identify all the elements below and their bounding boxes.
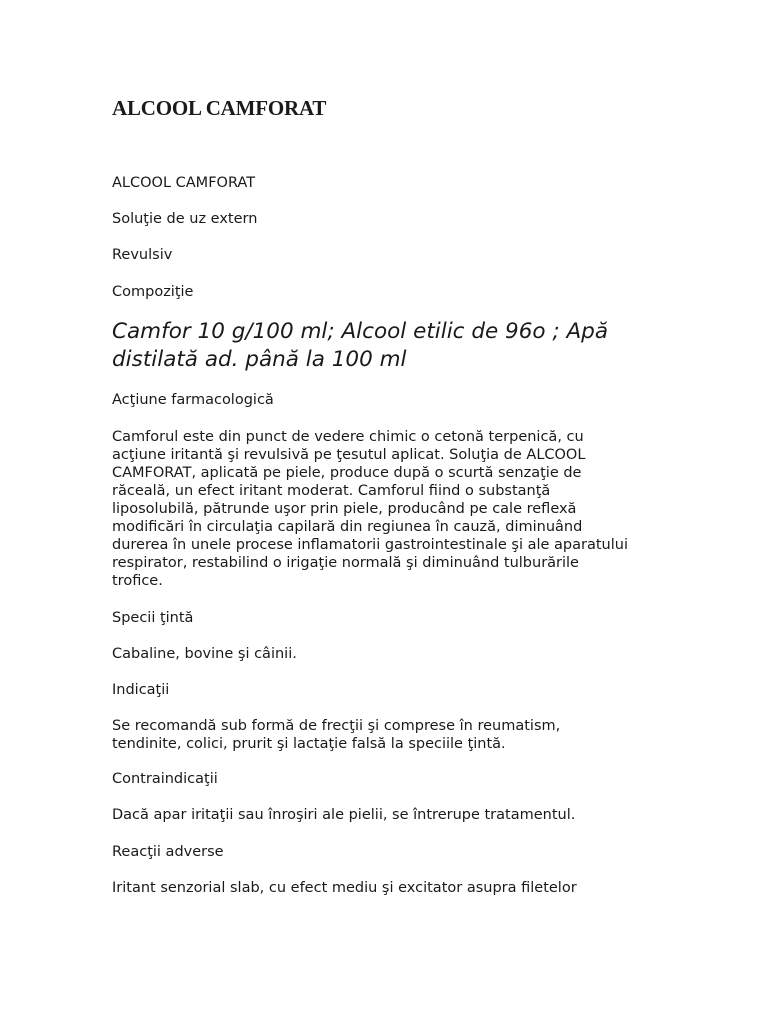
action-line: liposolubilă, pătrunde uşor prin piele, producând pe cale reflexă (112, 501, 577, 517)
target-species-text: Cabaline, bovine şi câinii. (112, 646, 297, 662)
action-line: răceală, un efect iritant moderat. Camforul fiind o substanţă (112, 483, 551, 499)
action-line: acţiune iritantă şi revulsivă pe ţesutul aplicat. Soluţia de ALCOOL (112, 447, 586, 463)
indications-paragraph (112, 717, 672, 753)
action-heading: Acţiune farmacologică (112, 392, 274, 408)
action-line: durerea în unele procese inflamatorii gastrointestinale şi ale aparatului (112, 537, 628, 553)
target-species-heading: Specii ţintă (112, 610, 194, 626)
action-line: Camforul este din punct de vedere chimic o cetonă terpenică, cu (112, 429, 584, 445)
product-form: Soluţie de uz extern (112, 211, 258, 227)
product-class: Revulsiv (112, 247, 173, 263)
composition-line: Camfor 10 g/100 ml; Alcool etilic de 96o ; Apă (112, 319, 608, 344)
composition-line: distilată ad. până la 100 ml (112, 347, 407, 372)
action-line: trofice. (112, 573, 163, 589)
document-title: ALCOOL CAMFORAT (112, 96, 327, 120)
adverse-reactions-heading: Reacţii adverse (112, 844, 224, 860)
contraindications-text: Dacă apar iritaţii sau înroşiri ale pielii, se întrerupe tratamentul. (112, 807, 576, 823)
indications-line: Se recomandă sub formă de frecţii şi comprese în reumatism, (112, 718, 561, 734)
composition-heading: Compoziţie (112, 284, 194, 300)
product-name: ALCOOL CAMFORAT (112, 175, 256, 191)
action-line: CAMFORAT, aplicată pe piele, produce după o scurtă senzaţie de (112, 465, 582, 481)
composition-text (112, 318, 672, 374)
indications-line: tendinite, colici, prurit şi lactaţie falsă la speciile ţintă. (112, 736, 506, 752)
action-line: respirator, restabilind o irigaţie normală şi diminuând tulburările (112, 555, 579, 571)
action-line: modificări în circulaţia capilară din regiunea în cauză, diminuând (112, 519, 583, 535)
adverse-reactions-text: Iritant senzorial slab, cu efect mediu şi excitator asupra filetelor (112, 880, 577, 896)
contraindications-heading: Contraindicaţii (112, 771, 218, 787)
action-paragraph (112, 428, 672, 590)
indications-heading: Indicaţii (112, 682, 170, 698)
